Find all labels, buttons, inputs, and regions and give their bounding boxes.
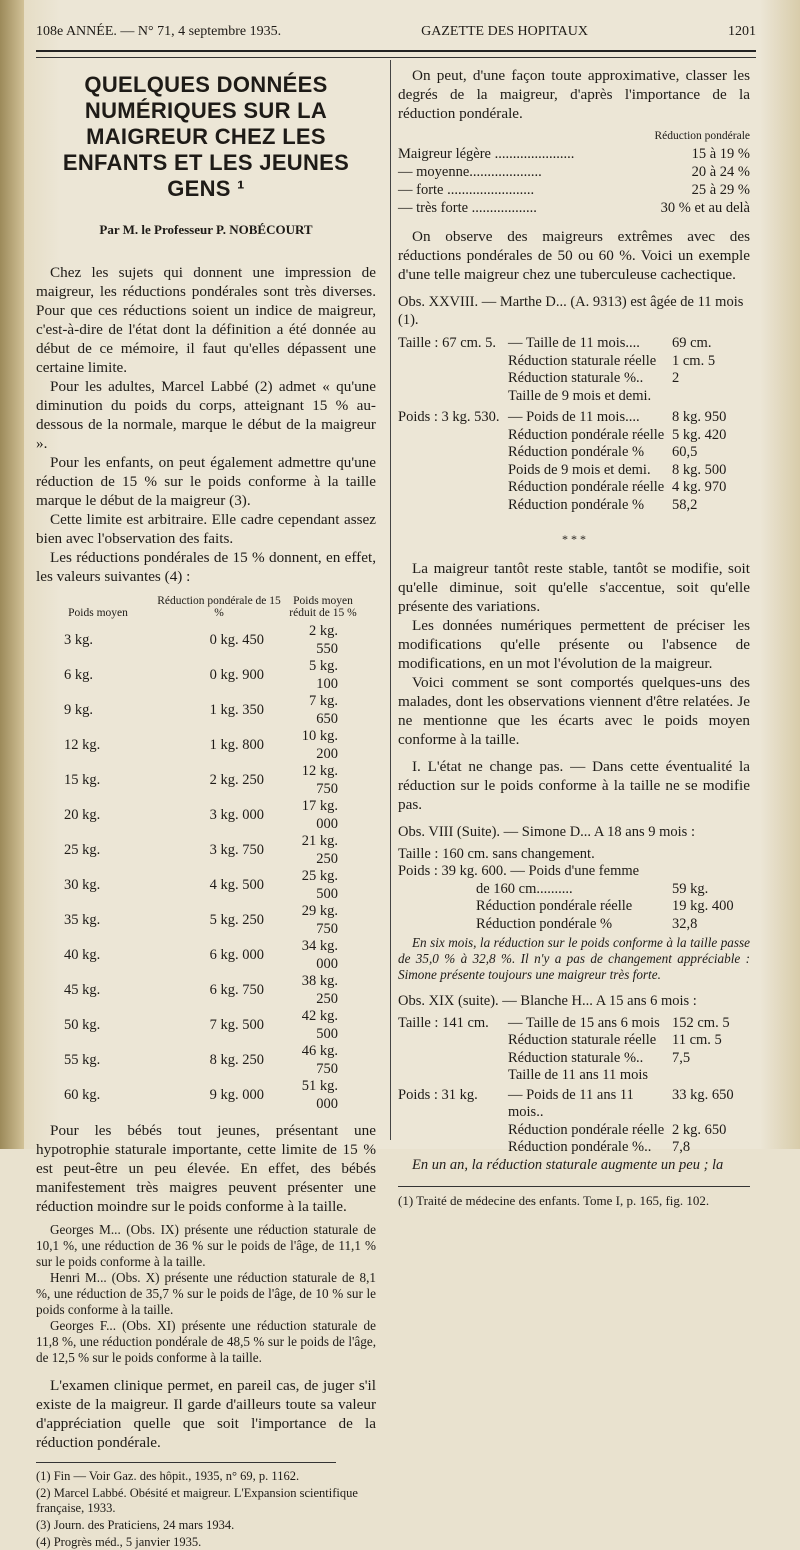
table-cell: 2 kg. 250: [209, 771, 264, 788]
table-cell: 51 kg. 000: [301, 1078, 338, 1112]
obs-cell: [398, 370, 508, 388]
paragraph: Voici comment se sont comportés quelques-uns des malades, dont les observations viennent d'être relatées. Je ne mentionne que les écarts avec le poids moyen conforme à la taille.: [398, 674, 750, 748]
obs-cell: [398, 898, 476, 916]
obs-cell: 1 cm. 5: [672, 352, 716, 369]
degree-range: 25 à 29 %: [691, 182, 750, 198]
paragraph: L'examen clinique permet, en pareil cas, de juger s'il existe de la maigreur. Il garde d'ailleurs toute sa valeur d'appréciation quelle que soit l'importance de la réduction pondérale.: [36, 1377, 376, 1451]
obs-cell: 59 kg.: [672, 880, 709, 897]
paragraph: I. L'état ne change pas. — Dans cette éventualité la réduction sur le poids conforme à la taille ne se modifie pas.: [398, 758, 750, 813]
table-cell: 38 kg. 250: [301, 973, 338, 1007]
obs-cell: Réduction staturale réelle: [508, 1032, 657, 1048]
obs-cell: 2: [672, 370, 680, 386]
table-cell: 55 kg.: [64, 1051, 101, 1068]
table-cell: 3 kg. 750: [209, 841, 264, 858]
degree-row: [398, 181, 750, 199]
footnote: (1) Traité de médecine des enfants. Tome I, p. 165, fig. 102.: [398, 1186, 750, 1209]
observation-8: [398, 824, 750, 983]
observation-19: [398, 993, 750, 1174]
table-cell: 46 kg. 750: [301, 1043, 338, 1077]
article-author: Par M. le Professeur P. NOBÉCOURT: [99, 222, 313, 237]
table-cell: 1 kg. 350: [209, 701, 264, 718]
obs-row: [398, 388, 750, 406]
obs-cell: 8 kg. 950: [672, 409, 727, 425]
table-cell: 0 kg. 450: [209, 631, 264, 648]
table-cell: 4 kg. 500: [209, 876, 264, 893]
table-cell: 7 kg. 650: [309, 693, 338, 727]
paragraph: Pour les adultes, Marcel Labbé (2) admet « qu'une diminution du poids du corps, atteignant 15 % au-dessous de la normale, marque le début de la maigreur ».: [36, 378, 376, 452]
obs-cell: Réduction staturale réelle: [508, 352, 657, 369]
table-cell: 17 kg. 000: [301, 798, 338, 832]
obs-cell: 19 kg. 400: [672, 898, 734, 914]
table-cell: 45 kg.: [64, 981, 101, 998]
obs-cell: [672, 1067, 750, 1085]
section-separator: * * *: [562, 532, 586, 546]
table-cell: 8 kg. 250: [209, 1051, 264, 1068]
paragraph: Pour les enfants, on peut également admettre qu'une réduction de 15 % sur le poids conforme à la taille marque le début de la maigreur (3).: [36, 454, 376, 509]
column-header: Poids moyen réduit de 15 %: [289, 595, 357, 619]
paragraph: Les réductions pondérales de 15 % donnent, en effet, les valeurs suivantes (4) :: [36, 549, 376, 585]
obs-cell: [398, 353, 508, 371]
table-row: [42, 798, 362, 833]
table-cell: 3 kg.: [64, 631, 93, 648]
table-cell: 0 kg. 900: [209, 666, 264, 683]
table-cell: 9 kg.: [64, 701, 93, 718]
obs-cell: Réduction pondérale %: [508, 496, 645, 513]
table-cell: 5 kg. 100: [309, 658, 338, 692]
obs-cell: 60,5: [672, 444, 698, 460]
obs-cell: [398, 444, 508, 462]
obs-cell: [398, 881, 476, 899]
obs-row: [398, 1067, 750, 1085]
table-row: [42, 728, 362, 763]
obs-cell: — Taille de 11 mois....: [508, 335, 640, 351]
obs-cell: 8 kg. 500: [672, 461, 727, 478]
obs-row: [398, 427, 750, 445]
degree-range: 20 à 24 %: [691, 164, 750, 180]
obs-cell: [672, 388, 750, 406]
table-cell: 2 kg. 550: [309, 623, 338, 657]
degree-label: — très forte ..................: [398, 200, 537, 216]
column-header: Poids moyen: [68, 607, 128, 619]
running-header: [36, 24, 756, 46]
degree-row: [398, 163, 750, 181]
table-row: [42, 1043, 362, 1078]
degree-range: 30 % et au delà: [660, 200, 750, 216]
obs-cell: [398, 427, 508, 445]
obs-cell: Poids de 9 mois et demi.: [508, 461, 651, 478]
maigreur-degrees: [398, 127, 750, 217]
table-row: [42, 903, 362, 938]
table-row: [42, 763, 362, 798]
obs-cell: [398, 1139, 508, 1157]
header-rule-thin: [36, 57, 756, 58]
table-row: [42, 623, 362, 658]
table-cell: 15 kg.: [64, 771, 101, 788]
right-column: [398, 66, 750, 1209]
table-row: [42, 658, 362, 693]
paragraph: On peut, d'une façon toute approximative, classer les degrés de la maigreur, d'après l'importance de la réduction pondérale.: [398, 67, 750, 122]
obs-cell: 152 cm. 5: [672, 1014, 730, 1031]
obs-row: [398, 409, 750, 427]
table-cell: 21 kg. 250: [301, 833, 338, 867]
obs-cell: 2 kg. 650: [672, 1121, 727, 1138]
obs-cell: Réduction pondérale %: [476, 915, 613, 932]
observation-28: [398, 294, 750, 514]
observation-title: Obs. XIX (suite). — Blanche H... A 15 ans 6 mois :: [398, 993, 697, 1009]
table-row: [42, 1008, 362, 1043]
table-cell: 20 kg.: [64, 806, 101, 823]
table-cell: 6 kg.: [64, 666, 93, 683]
obs-cell: — Taille de 15 ans 6 mois: [508, 1014, 660, 1031]
obs-cell: — Poids de 11 ans 11 mois..: [508, 1086, 634, 1120]
paragraph: Chez les sujets qui donnent une impression de maigreur, les réductions pondérales sont très diverses. Pour que ces réductions soient un indice de maigreur, c'est-à-dire de l'état dont la définition a été donnée au début de ce mémoire, il faut qu'elles dépassent une certaine limite.: [36, 264, 376, 376]
obs-row: [398, 444, 750, 462]
table-cell: 30 kg.: [64, 876, 101, 893]
degree-row: [398, 199, 750, 217]
obs-row: [398, 497, 750, 515]
table-cell: 12 kg.: [64, 736, 101, 753]
column-header: Réduction pondérale de 15 %: [157, 595, 281, 619]
table-cell: 34 kg. 000: [301, 938, 338, 972]
obs-cell: Réduction pondérale réelle: [476, 898, 633, 914]
obs-line: Poids : 39 kg. 600. — Poids d'une femme: [398, 863, 640, 879]
obs-line: Taille : 160 cm. sans changement.: [398, 845, 595, 862]
degree-row: [398, 145, 750, 163]
obs-cell: [398, 916, 476, 934]
obs-row: [398, 1015, 750, 1033]
paragraph: Cette limite est arbitraire. Elle cadre cependant assez bien avec l'observation des faits.: [36, 511, 376, 547]
obs-cell: Taille de 9 mois et demi.: [508, 387, 652, 404]
footnote: (4) Progrès méd., 5 janvier 1935.: [36, 1535, 202, 1549]
obs-cell: Taille : 141 cm.: [398, 1014, 489, 1031]
obs-cell: [398, 462, 508, 480]
obs-cell: 7,5: [672, 1049, 691, 1066]
table-row: [42, 868, 362, 903]
obs-row: [398, 462, 750, 480]
obs-row: [398, 916, 750, 934]
obs-cell: Poids : 31 kg.: [398, 1086, 478, 1103]
paragraph: La maigreur tantôt reste stable, tantôt se modifie, soit qu'elle diminue, soit qu'elle s'accentue, soit qu'elle présente des variations.: [398, 560, 750, 615]
degree-label: Maigreur légère ......................: [398, 146, 575, 162]
table-cell: 42 kg. 500: [301, 1008, 338, 1042]
degree-label: — moyenne....................: [398, 164, 542, 180]
case-note: Georges F... (Obs. XI) présente une réduction staturale de 11,8 %, une réduction pondérale de 48,5 % sur le poids de l'âge, de 12,5 % sur le poids conforme à la taille.: [36, 1318, 376, 1365]
table-row: [42, 693, 362, 728]
obs-cell: 7,8: [672, 1139, 691, 1155]
paragraph: Pour les bébés tout jeunes, présentant une hypotrophie staturale importante, cette limite de 15 % est peut-être un peu élevée. En effet, des bébés manifestement très maigres peuvent présenter une réduction moindre sur le poids conforme à la taille.: [36, 1122, 376, 1215]
case-note: Georges M... (Obs. IX) présente une réduction staturale de 10,1 %, une réduction de 36 % sur le poids de l'âge, de 11,1 % sur le poids conforme à la taille.: [36, 1222, 376, 1269]
obs-cell: Réduction staturale %..: [508, 370, 644, 386]
table-cell: 25 kg.: [64, 841, 101, 858]
table-cell: 3 kg. 000: [209, 806, 264, 823]
obs-cell: [398, 1122, 508, 1140]
obs-cell: 33 kg. 650: [672, 1086, 734, 1103]
table-header-row: [42, 594, 362, 623]
obs-cell: Réduction pondérale réelle: [508, 426, 665, 443]
obs-row: [398, 1122, 750, 1140]
obs-row: [398, 479, 750, 497]
footnote: (2) Marcel Labbé. Obésité et maigreur. L'Expansion scientifique française, 1933.: [36, 1486, 358, 1515]
table-cell: 40 kg.: [64, 946, 101, 963]
obs-cell: Réduction pondérale réelle: [508, 1121, 665, 1138]
table-cell: 6 kg. 750: [209, 981, 264, 998]
table-cell: 6 kg. 000: [209, 946, 264, 963]
obs-cell: 11 cm. 5: [672, 1032, 722, 1048]
header-issue: 108e ANNÉE. — N° 71, 4 septembre 1935.: [36, 24, 282, 39]
obs-row: [398, 1139, 750, 1157]
obs-row: [398, 370, 750, 388]
degree-range: 15 à 19 %: [691, 146, 750, 162]
footnote: (1) Fin — Voir Gaz. des hôpit., 1935, n° 69, p. 1162.: [36, 1469, 300, 1483]
paragraph: Les données numériques permettent de préciser les modifications qu'elle présente ou l'absence de modifications, en un mot l'évolution de la maigreur.: [398, 617, 750, 672]
obs-cell: [398, 497, 508, 515]
obs-cell: Réduction pondérale %..: [508, 1139, 652, 1155]
table-cell: 60 kg.: [64, 1086, 101, 1103]
obs-row: [398, 898, 750, 916]
obs-cell: de 160 cm..........: [476, 880, 573, 897]
observation-note: En un an, la réduction staturale augmente un peu ; la: [412, 1156, 724, 1173]
table-row: [42, 833, 362, 868]
footnote-rule: [36, 1462, 336, 1463]
obs-cell: Poids : 3 kg. 530.: [398, 409, 500, 425]
obs-cell: [398, 1050, 508, 1068]
obs-cell: 32,8: [672, 915, 698, 932]
degrees-header: Réduction pondérale: [654, 130, 750, 142]
obs-row: [398, 353, 750, 371]
obs-cell: Réduction staturale %..: [508, 1049, 644, 1066]
obs-cell: 69 cm.: [672, 335, 712, 351]
observation-note: En six mois, la réduction sur le poids conforme à la taille passe de 35,0 % à 32,8 %. Il n'y a pas de changement appréciable : Simone présente toujours une maigreur très forte.: [398, 935, 750, 982]
observation-title: Obs. VIII (Suite). — Simone D... A 18 ans 9 mois :: [398, 824, 695, 840]
table-cell: 35 kg.: [64, 911, 101, 928]
header-journal: GAZETTE DES HOPITAUX: [421, 24, 588, 39]
observation-title: Obs. XXVIII. — Marthe D... (A. 9313) est âgée de 11 mois (1).: [398, 294, 744, 328]
table-cell: 5 kg. 250: [209, 911, 264, 928]
left-column: [36, 66, 376, 1550]
obs-cell: — Poids de 11 mois....: [508, 409, 640, 425]
table-cell: 9 kg. 000: [209, 1086, 264, 1103]
table-row: [42, 973, 362, 1008]
table-cell: 10 kg. 200: [301, 728, 338, 762]
obs-cell: [398, 1067, 508, 1085]
table-cell: 1 kg. 800: [209, 736, 264, 753]
column-divider: [390, 60, 391, 1140]
footnote: (3) Journ. des Praticiens, 24 mars 1934.: [36, 1518, 235, 1532]
table-row: [42, 1078, 362, 1113]
obs-cell: 5 kg. 420: [672, 426, 727, 443]
obs-cell: [398, 388, 508, 406]
obs-row: [398, 881, 750, 899]
header-rule: [36, 50, 756, 52]
paragraph: On observe des maigreurs extrêmes avec des réductions pondérales de 50 ou 60 %. Voici un exemple d'une telle maigreur chez une tuberculeuse cachectique.: [398, 228, 750, 283]
weight-reduction-table: [42, 594, 362, 1113]
obs-cell: Taille de 11 ans 11 mois: [508, 1067, 649, 1083]
table-row: [42, 938, 362, 973]
table-cell: 7 kg. 500: [209, 1016, 264, 1033]
obs-row: [398, 1032, 750, 1050]
binding-edge: [0, 0, 24, 1149]
obs-row: [398, 1087, 750, 1122]
obs-cell: 4 kg. 970: [672, 479, 727, 495]
obs-row: [398, 335, 750, 353]
obs-cell: Réduction pondérale %: [508, 444, 645, 460]
obs-cell: [398, 479, 508, 497]
case-note: Henri M... (Obs. X) présente une réduction staturale de 8,1 %, une réduction de 35,7 % sur le poids de l'âge, de 10 % sur le poids conforme à la taille.: [36, 1270, 376, 1317]
table-cell: 50 kg.: [64, 1016, 101, 1033]
table-cell: 29 kg. 750: [301, 903, 338, 937]
table-cell: 25 kg. 500: [301, 868, 338, 902]
table-cell: 12 kg. 750: [301, 763, 338, 797]
obs-cell: Taille : 67 cm. 5.: [398, 335, 497, 351]
degree-label: — forte ........................: [398, 182, 535, 198]
obs-cell: Réduction pondérale réelle: [508, 479, 665, 495]
obs-cell: 58,2: [672, 496, 698, 513]
article-title: QUELQUES DONNÉES NUMÉRIQUES SUR LA MAIGREUR CHEZ LES ENFANTS ET LES JEUNES GENS ¹: [62, 72, 350, 201]
obs-cell: [398, 1032, 508, 1050]
obs-row: [398, 1050, 750, 1068]
header-page-number: 1201: [727, 24, 756, 39]
